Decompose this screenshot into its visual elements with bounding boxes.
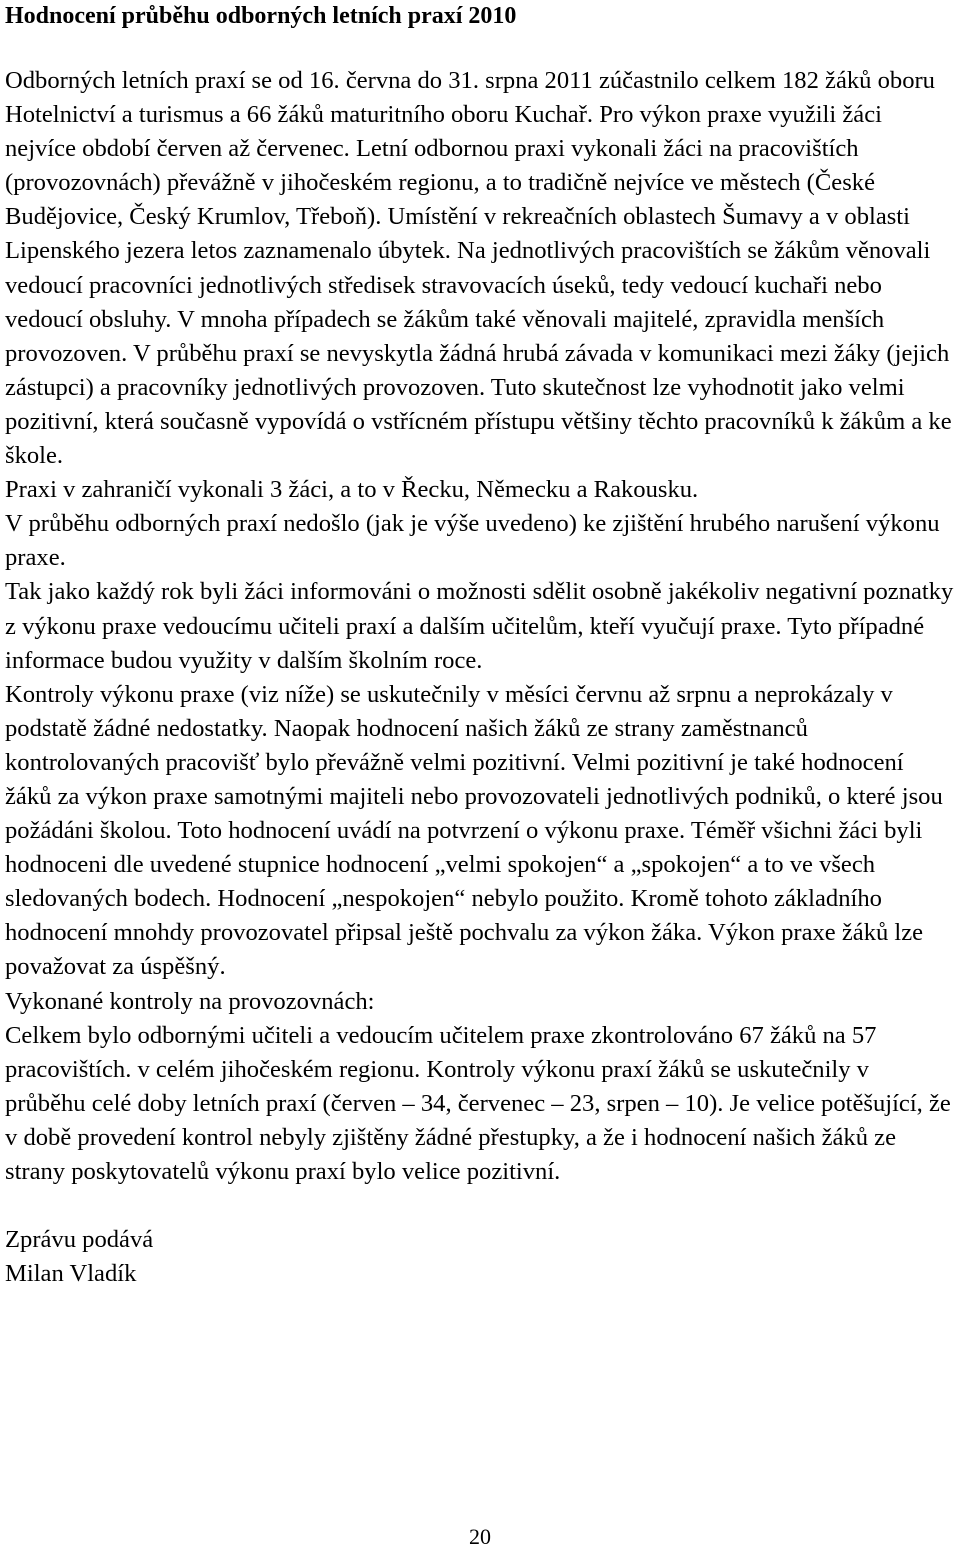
paragraph-inspections-heading: Vykonané kontroly na provozovnách: <box>5 987 375 1015</box>
signature-name: Milan Vladík <box>5 1260 137 1288</box>
paragraph-inspections-summary: Celkem bylo odbornými učiteli a vedoucím učitelem praxe zkontrolováno 67 žáků na 57 pracovištích. v celém jihočeském regionu. Kontroly výkonu praxí žáků se uskutečnily v průběhu celé doby letních praxí (červen – 34, červenec – 23, srpen – 10). Je velice potěšující, že v době provedení kontrol nebyly zjištěny žádné přestupky, a že i hodnocení našich žáků ze strany poskytovatelů výkonu praxí bylo velice pozitivní. <box>5 1021 951 1185</box>
paragraph-intro: Odborných letních praxí se od 16. června do 31. srpna 2011 zúčastnilo celkem 182 žáků oboru Hotelnictví a turismus a 66 žáků maturitního oboru Kuchař. Pro výkon praxe využili žáci nejvíce období červen až červenec. Letní odbornou praxi vykonali žáci na pracovištích (provozovnách) převážně v jihočeském regionu, a to tradičně nejvíce ve městech (České Budějovice, Český Krumlov, Třeboň). Umístění v rekreačních oblastech Šumavy a v oblasti Lipenského jezera letos zaznamenalo úbytek. Na jednotlivých pracovištích se žákům věnovali vedoucí pracovníci jednotlivých středisek stravovacích úseků, tedy vedoucí kuchaři nebo vedoucí obsluhy. V mnoha případech se žákům také věnovali majitelé, zpravidla menších provozoven. V průběhu praxí se nevyskytla žádná hrubá závada v komunikaci mezi žáky (jejich zástupci) a pracovníky jednotlivých provozoven. Tuto skutečnost lze vyhodnotit jako velmi pozitivní, která současně vypovídá o vstřícném přístupu většiny těchto pracovníků k žákům a ke škole. <box>5 67 952 470</box>
page-number: 20 <box>469 1524 491 1549</box>
document-title: Hodnocení průběhu odborných letních praxí 2010 <box>5 3 517 29</box>
paragraph-abroad: Praxi v zahraničí vykonali 3 žáci, a to v Řecku, Německu a Rakousku. <box>5 476 699 504</box>
document-page <box>5 0 955 1291</box>
signature-block <box>5 1223 955 1291</box>
paragraph-feedback: Tak jako každý rok byli žáci informováni o možnosti sdělit osobně jakékoliv negativní poznatky z výkonu praxe vedoucímu učiteli praxí a dalším učitelům, kteří vyučují praxe. Tyto případné informace budou využity v dalším školním roce. <box>5 578 954 674</box>
paragraph-no-violations: V průběhu odborných praxí nedošlo (jak je výše uvedeno) ke zjištění hrubého narušení výkonu praxe. <box>5 510 940 572</box>
document-body <box>5 64 955 1189</box>
signature-label: Zprávu podává <box>5 1226 154 1254</box>
paragraph-inspections: Kontroly výkonu praxe (viz níže) se uskutečnily v měsíci červnu až srpnu a neprokázaly v podstatě žádné nedostatky. Naopak hodnocení našich žáků ze strany zaměstnanců kontrolovaných pracovišť bylo převážně velmi pozitivní. Velmi pozitivní je také hodnocení žáků za výkon praxe samotnými majiteli nebo provozovateli jednotlivých podniků, o které jsou požádáni školou. Toto hodnocení uvádí na potvrzení o výkonu praxe. Téměř všichni žáci byli hodnoceni dle uvedené stupnice hodnocení „velmi spokojen“ a „spokojen“ a to ve všech sledovaných bodech. Hodnocení „nespokojen“ nebylo použito. Kromě tohoto základního hodnocení mnohdy provozovatel připsal ještě pochvalu za výkon žáka. Výkon praxe žáků lze považovat za úspěšný. <box>5 680 943 981</box>
